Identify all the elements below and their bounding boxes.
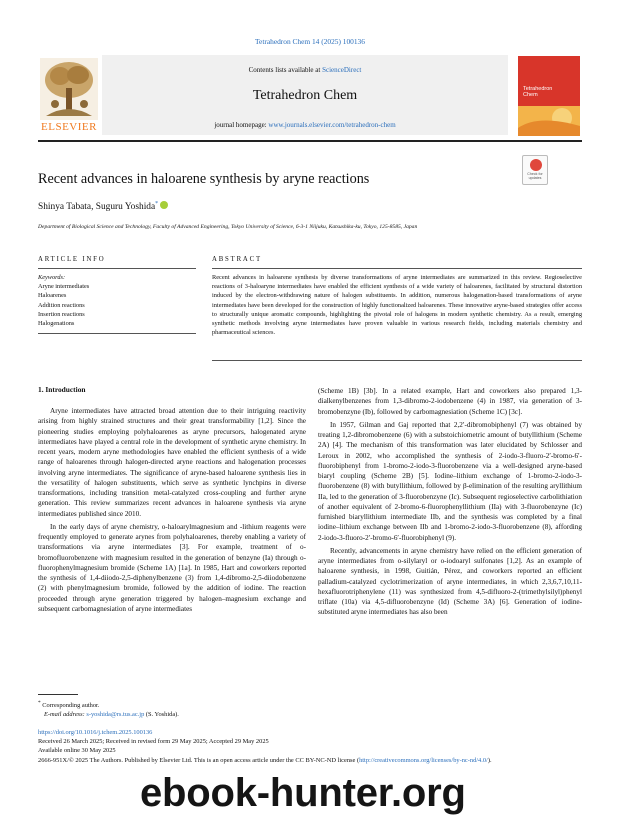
abstract-bottom-divider bbox=[212, 360, 582, 361]
affiliation: Department of Biological Science and Technology, Faculty of Advanced Engineering, Tokyo University of Science, 6-3-1 Niijuku, Katsushika-ku, Tokyo, 125-8585, Japan bbox=[38, 224, 418, 230]
cover-title bbox=[523, 86, 552, 99]
body-column-left bbox=[38, 406, 306, 617]
email-suffix: (S. Yoshida). bbox=[144, 711, 179, 719]
badge-line-1: Check for bbox=[527, 172, 543, 176]
body-paragraph: In 1957, Gilman and Gaj reported that 2,2′-dibromobiphenyl (7) was obtained by treating 1,2-dibromobenzene (6) with a substoichiometric amount of butyllithium (Scheme 2A) [4]. The mechanism of this transformation was later elucidated by Schlosser and Leroux in 2002, who accomplished the synthesis of 2-iodo-3-fluoro-2′-bromo-6′-fluorobiphenyl from 1-bromo-2-iodo-3-fluorobenzene via a well-designed aryne-based biaryl coupling (Scheme 2B) [5]. Iodine–lithium exchange of 1-bromo-2-iodo-3-fluorobenzene (8) with butyllithium, followed by β-elimination of the resulting aryllithium IIa, led to the generation of 3-fluorobenzyne (Ic). Subsequent regioselective carbolithiation of another equivalent of 2-bromo-6-fluorophenyllithium (IIa) with 3-fluorobenzyne (Ic) furnished biaryllithium intermediate IIb, and the synthesis was completed by a final iodine–lithium exchange between IIb and 1-bromo-2-iodo-3-fluorobenzene (8), affording 2-iodo-3-fluoro-2′-bromo-6′-fluorobiphenyl (9). bbox=[318, 420, 582, 542]
cover-title-line-2: Chem bbox=[523, 92, 538, 99]
article-title: Recent advances in haloarene synthesis by aryne reactions bbox=[38, 171, 370, 187]
journal-cover-image[interactable] bbox=[518, 56, 580, 136]
homepage-link[interactable]: www.journals.elsevier.com/tetrahedron-chem bbox=[268, 121, 396, 129]
elsevier-wordmark: ELSEVIER bbox=[41, 121, 97, 133]
keyword-item: Insertion reactions bbox=[38, 310, 85, 318]
keyword-item: Halogenations bbox=[38, 320, 75, 328]
body-paragraph: In the early days of aryne chemistry, o-haloarylmagnesium and -lithium reagents were frequently employed to generate arynes from polyhaloarenes, thereby enabling a variety of transformations via aryne intermediates [3]. For example, treatment of o-bromofluorobenzene with magnesium resulted in the generation of benzyne (Ia) through o-fluorophenylmagnesium bromide (Scheme 1A) [1a]. In 1985, Hart and coworkers reported the synthesis of 1,4-diiodo-2,5-diphenylbenzene (3) from 1,4-dibromo-2,5-diiodobenzene (2) with phenylmagnesium bromide, followed by the addition of iodine. The reaction proceeded through aryne generation triggered by halogen–magnesium exchange and subsequent carbomagnesiation of aryne intermediates bbox=[38, 522, 306, 613]
keyword-item: Addition reactions bbox=[38, 301, 85, 309]
article-info-divider bbox=[38, 268, 196, 269]
homepage-prefix: journal homepage: bbox=[214, 121, 269, 129]
author-name[interactable]: Suguru Yoshida bbox=[95, 202, 156, 213]
keyword-item: Aryne intermediates bbox=[38, 283, 90, 291]
footnote-mark: * bbox=[38, 700, 41, 706]
corresponding-label: Corresponding author. bbox=[42, 702, 100, 710]
author-list bbox=[38, 201, 168, 212]
check-updates-label bbox=[523, 173, 547, 181]
doi-link[interactable]: https://doi.org/10.1016/j.tchem.2025.100136 bbox=[38, 729, 153, 736]
author-separator: , bbox=[91, 202, 96, 213]
body-paragraph: Recently, advancements in aryne chemistry have relied on the efficient generation of aryne intermediates from o-silylaryl or o-iodoaryl sulfonates [1,2]. As an example of haloarene synthesis, in 1998, Guitián, Pérez, and coworkers reported an efficient palladium-catalyzed cyclotrimerization of aryne intermediates, in which 2,3,6,7,10,11-hexafluorotriphenylene (11) was synthesized from 4,5-difluoro-2-(trimethylsilyl)phenyl triflate (10a) via 4,5-difluorobenzyne (Id) (Scheme 3A) [6]. Generation of iodine-substituted aryne intermediates has also been bbox=[318, 546, 582, 617]
sciencedirect-link[interactable]: ScienceDirect bbox=[322, 66, 362, 74]
check-for-updates-button[interactable] bbox=[522, 155, 548, 185]
body-paragraph: Aryne intermediates have attracted broad attention due to their intriguing reactivity arising from highly strained structures and their great transformability [1,2]. Since the pioneering studies employing polyhaloarenes as aryne precursors, halogenated aryne intermediates have played a central role in the development of synthetic aryne chemistry. In recent years, modern aryne methodologies have enabled the efficient synthesis of a wide range of haloarenes through halogen-directed aryne reactions and halogenation processes involving aryne intermediates. The significance of aryne-based haloarene synthesis lies in the versatility of halogen substituents, which serve as synthetic lynchpins in diverse transformations, including transition metal-catalyzed cross-coupling and further aryne generation. This review summarizes recent advances in haloarene synthesis via aryne intermediates published since 2010. bbox=[38, 407, 306, 518]
article-info-heading: ARTICLE INFO bbox=[38, 256, 106, 263]
keyword-item: Haloarenes bbox=[38, 292, 67, 300]
publication-info bbox=[38, 728, 582, 765]
abstract-heading: ABSTRACT bbox=[212, 256, 262, 263]
body-paragraph: (Scheme 1B) [3b]. In a related example, Hart and coworkers also prepared 1,3-dialkenylbenzenes from 1,3-dibromo-2-iodobenzene (4) in 1987, via generation of 3-bromobenzyne (Ib), followed by carbomagnesiation (Scheme 1C) [3c]. bbox=[318, 387, 582, 416]
journal-title: Tetrahedron Chem bbox=[252, 88, 358, 103]
contents-line bbox=[102, 66, 508, 74]
received-dates: Received 26 March 2025; Received in revised form 29 May 2025; Accepted 29 May 2025 bbox=[38, 738, 269, 746]
email-line bbox=[38, 710, 179, 719]
homepage-line bbox=[102, 121, 508, 129]
cover-title-line-1: Tetrahedron bbox=[523, 86, 553, 92]
journal-reference[interactable]: Tetrahedron Chem 14 (2025) 100136 bbox=[255, 37, 365, 46]
license-end: ). bbox=[487, 756, 492, 764]
watermark: ebook-hunter.org bbox=[140, 771, 466, 815]
footnote bbox=[38, 699, 179, 719]
check-updates-icon bbox=[530, 159, 542, 171]
author-name[interactable]: Shinya Tabata bbox=[38, 202, 92, 213]
abstract-text: Recent advances in haloarene synthesis by diverse transformations of aryne intermediates are summarized in this review. Regioselective reactions of 3-haloaryne intermediates have enabled the efficient synthesis of a wide variety of haloarenes, facilitated by structural distortion induced by the electron-withdrawing nature of halogen substituents. In addition, numerous halogenation-based transformations of aryne intermediates have been developed for the construction of highly functionalized haloarenes. These innovative aryne-based strategies offer access to structurally unique aromatic compounds, highlighting the pivotal role of halogens in modern synthetic chemistry. As a result, emerging synthetic methods involving aryne intermediates have proven valuable in various research fields, including materials chemistry and pharmaceutical sciences. bbox=[212, 274, 582, 337]
footnote-divider bbox=[38, 694, 78, 695]
badge-line-2: updates bbox=[528, 175, 542, 180]
orcid-icon[interactable] bbox=[160, 201, 168, 209]
abstract-divider bbox=[212, 268, 582, 269]
keywords-block bbox=[38, 273, 89, 328]
corresponding-author-note bbox=[38, 699, 179, 710]
elsevier-tree-logo-icon bbox=[40, 58, 98, 120]
available-online: Available online 30 May 2025 bbox=[38, 747, 116, 755]
license-statement bbox=[38, 756, 582, 765]
keywords-label: Keywords: bbox=[38, 274, 66, 281]
email-link[interactable]: s-yoshida@rs.tus.ac.jp bbox=[86, 711, 145, 719]
corresponding-mark[interactable]: * bbox=[155, 201, 159, 207]
header-divider bbox=[38, 140, 582, 142]
keywords-divider bbox=[38, 333, 196, 334]
email-label: E-mail address: bbox=[44, 711, 87, 719]
body-column-right bbox=[318, 386, 582, 621]
introduction-heading: 1. Introduction bbox=[38, 385, 86, 394]
license-link[interactable]: http://creativecommons.org/licenses/by-nc-nd/4.0/ bbox=[359, 756, 488, 764]
contents-prefix: Contents lists available at bbox=[248, 66, 323, 74]
license-text: 2666-951X/© 2025 The Authors. Published by Elsevier Ltd. This is an open access article under the CC BY-NC-ND license ( bbox=[38, 756, 360, 764]
